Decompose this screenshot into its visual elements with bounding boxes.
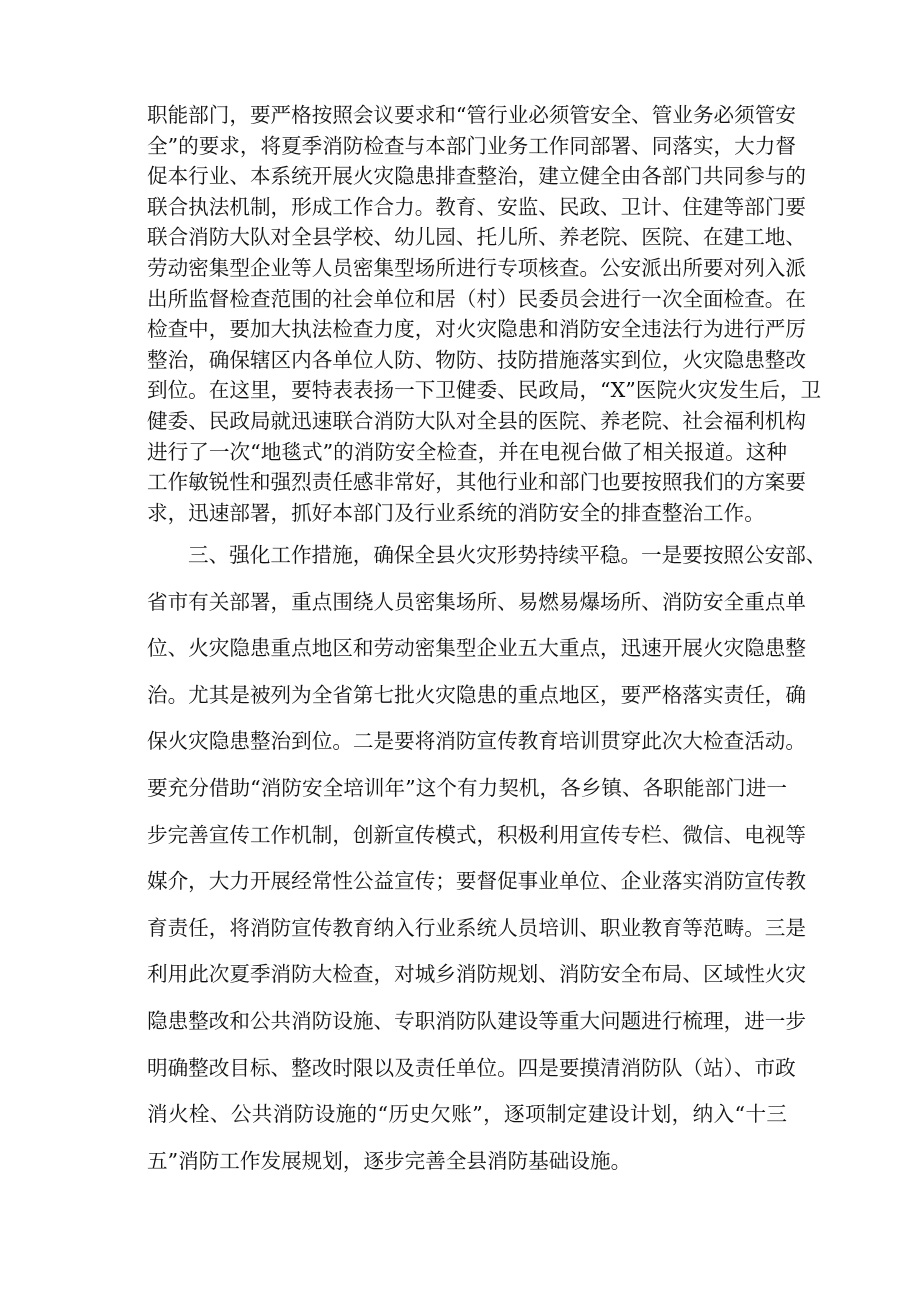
text-line: 健委、民政局就迅速联合消防大队对全县的医院、养老院、社会福利机构 — [147, 408, 806, 433]
text-line: 求，迅速部署，抓好本部门及行业系统的消防安全的排查整治工作。 — [147, 500, 765, 525]
text-line: 明确整改目标、整改时限以及责任单位。四是要摸清消防队（站）、市政 — [147, 1055, 796, 1080]
text-line: 要充分借助“消防安全培训年”这个有力契机，各乡镇、各职能部门进一 — [147, 775, 787, 800]
text-line: 保火灾隐患整治到位。二是要将消防宣传教育培训贯穿此次大检查活动。 — [147, 729, 806, 754]
paragraph-2 — [147, 532, 827, 1184]
text-line: 联合消防大队对全县学校、幼儿园、托儿所、养老院、医院、在建工地、 — [147, 225, 806, 250]
text-line: 检查中，要加大执法检查力度，对火灾隐患和消防安全违法行为进行严厉 — [147, 317, 806, 342]
text-line: 出所监督检查范围的社会单位和居（村）民委员会进行一次全面检查。在 — [147, 286, 806, 311]
text-line: 联合执法机制，形成工作合力。教育、安监、民政、卫计、住建等部门要 — [147, 194, 806, 219]
text-line: 育责任，将消防宣传教育纳入行业系统人员培训、职业教育等范畴。三是 — [147, 915, 806, 940]
text-line: 促本行业、本系统开展火灾隐患排查整治，建立健全由各部门共同参与的 — [147, 164, 806, 189]
text-line: 全”的要求，将夏季消防检查与本部门业务工作同部署、同落实，大力督 — [147, 133, 796, 158]
text-line: 隐患整改和公共消防设施、专职消防队建设等重大问题进行梳理，进一步 — [147, 1008, 806, 1033]
section-heading-line: 三、强化工作措施，确保全县火灾形势持续平稳。一是要按照公安部、 — [188, 543, 827, 567]
text-line: 治。尤其是被列为全省第七批火灾隐患的重点地区，要严格落实责任，确 — [147, 682, 806, 707]
text-line: 省市有关部署，重点围绕人员密集场所、易燃易爆场所、消防安全重点单 — [147, 589, 806, 614]
text-line: 到位。在这里，要特表表扬一下卫健委、民政局，“X”医院火灾发生后，卫 — [147, 378, 822, 403]
text-line: 利用此次夏季消防大检查，对城乡消防规划、消防安全布局、区域性火灾 — [147, 962, 806, 987]
text-line: 职能部门，要严格按照会议要求和“管行业必须管安全、管业务必须管安 — [147, 103, 796, 127]
text-line: 工作敏锐性和强烈责任感非常好，其他行业和部门也要按照我们的方案要 — [147, 470, 806, 495]
text-line: 五”消防工作发展规划，逐步完善全县消防基础设施。 — [147, 1148, 632, 1173]
text-line: 媒介，大力开展经常性公益宣传；要督促事业单位、企业落实消防宣传教 — [147, 869, 806, 894]
text-line: 位、火灾隐患重点地区和劳动密集型企业五大重点，迅速开展火灾隐患整 — [147, 636, 806, 661]
text-line: 劳动密集型企业等人员密集型场所进行专项核查。公安派出所要对列入派 — [147, 255, 806, 280]
text-line: 步完善宣传工作机制，创新宣传模式，积极利用宣传专栏、微信、电视等 — [147, 822, 806, 847]
text-line: 进行了一次“地毯式”的消防安全检查，并在电视台做了相关报道。这种 — [147, 439, 787, 464]
text-line: 消火栓、公共消防设施的“历史欠账”，逐项制定建设计划，纳入“十三 — [147, 1102, 787, 1127]
text-line: 整治，确保辖区内各单位人防、物防、技防措施落实到位，火灾隐患整改 — [147, 347, 806, 372]
paragraph-1 — [147, 100, 822, 528]
